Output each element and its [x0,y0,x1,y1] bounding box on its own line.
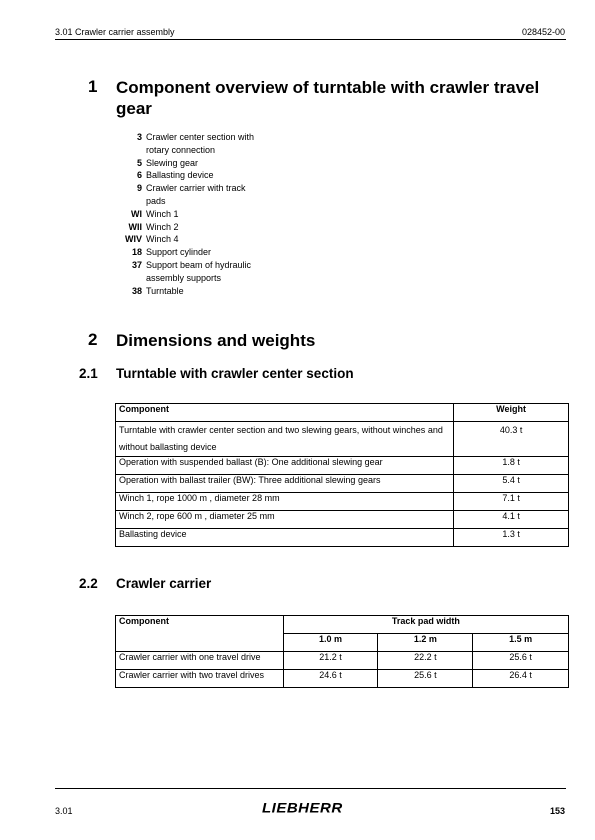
legend-item-number: 37 [131,259,142,270]
table-row [116,529,569,547]
table-cell-weight: 1.3 t [454,529,569,547]
column-header: Component [116,404,454,422]
legend-item-text: Crawler carrier with track pads [146,183,246,206]
legend-item-text: Slewing gear [146,157,199,168]
table-cell-weight: 5.4 t [454,475,569,493]
legend-item [100,169,300,182]
legend-item-number: 18 [131,247,142,258]
table-cell-component: Winch 1, rope 1000 m , diameter 28 mm [116,493,454,511]
legend-item-number: 3 [136,132,142,142]
section-1-title: Component overview of turntable with crawler travel gear [116,78,540,118]
table-row [116,457,569,475]
section-2-2-title: Crawler carrier [116,576,212,591]
legend-item [100,157,300,170]
table-cell-weight: 40.3 t [454,422,569,457]
header-title: 3.01 Crawler carrier assembly [55,27,175,37]
table-cell-component: Winch 2, rope 600 m , diameter 25 mm [116,511,454,529]
table-cell-weight: 26.4 t [473,670,569,688]
legend-item-text: Support cylinder [146,247,212,258]
legend-item-text: Winch 1 [146,208,179,219]
section-2-1-number: 2.1 [79,366,98,381]
header-rule [55,39,566,40]
document-number: 028452-00 [521,27,565,37]
legend-item [100,259,300,285]
table-row [116,422,569,457]
legend-item-text: Winch 4 [146,234,179,245]
section-2-title: Dimensions and weights [116,331,316,350]
legend-item-number: WI [131,208,142,219]
table-header-row [116,404,569,422]
legend-item-number: 9 [136,183,142,194]
crawler-carrier-weights-table [115,615,569,688]
column-header: 1.0 m [283,634,378,652]
legend-item [100,246,300,259]
legend-item [100,208,300,221]
legend-item-text: Turntable [146,285,184,296]
table-cell-weight: 4.1 t [454,511,569,529]
footer-chapter: 3.01 [55,806,73,816]
column-header: 1.5 m [473,634,569,652]
column-header: Weight [454,404,569,422]
legend-item [100,221,300,234]
section-1-number: 1 [88,77,98,96]
table-cell-component: Crawler carrier with one travel drive [116,652,284,670]
component-legend [100,131,300,297]
table-cell-weight: 25.6 t [473,652,569,670]
table-cell-component: Ballasting device [116,529,454,547]
column-header: Component [116,616,284,652]
legend-item [100,182,300,208]
legend-item-number: WIV [125,234,142,245]
table-cell-component: Operation with suspended ballast (B): One additional slewing gear [116,457,454,475]
table-cell-component: Operation with ballast trailer (BW): Three additional slewing gears [116,475,454,493]
liebherr-logo: LIEBHERR [262,800,343,817]
section-2-number: 2 [88,330,98,349]
legend-item-number: 6 [136,170,142,181]
footer-rule [55,788,566,789]
legend-item-text: Winch 2 [146,221,179,232]
legend-item-number: 38 [131,285,142,296]
turntable-weights-table [115,403,569,547]
table-cell-weight: 21.2 t [283,652,378,670]
table-cell-weight: 22.2 t [378,652,473,670]
legend-item-text: Ballasting device [146,170,214,181]
legend-item-text: Crawler center section with rotary connection [146,132,255,155]
table-cell-weight: 24.6 t [283,670,378,688]
legend-item [100,131,300,157]
table-row [116,652,569,670]
table-cell-weight: 25.6 t [378,670,473,688]
table-cell-component: Turntable with crawler center section and two slewing gears, without winches and without ballasting device [116,422,454,457]
section-2-2-number: 2.2 [79,576,98,591]
table-cell-weight: 1.8 t [454,457,569,475]
legend-item [100,285,300,298]
table-row [116,475,569,493]
legend-item-text: Support beam of hydraulic assembly supports [146,259,252,283]
table-row [116,511,569,529]
table-cell-component: Crawler carrier with two travel drives [116,670,284,688]
legend-item [100,233,300,246]
legend-item-number: WII [128,221,142,232]
table-row [116,493,569,511]
page-number: 153 [549,806,565,816]
table-cell-weight: 7.1 t [454,493,569,511]
table-header-row [116,616,569,634]
section-2-1-title: Turntable with crawler center section [116,366,354,381]
table-row [116,670,569,688]
group-header: Track pad width [283,616,568,634]
column-header: 1.2 m [378,634,473,652]
legend-item-number: 5 [136,157,142,168]
